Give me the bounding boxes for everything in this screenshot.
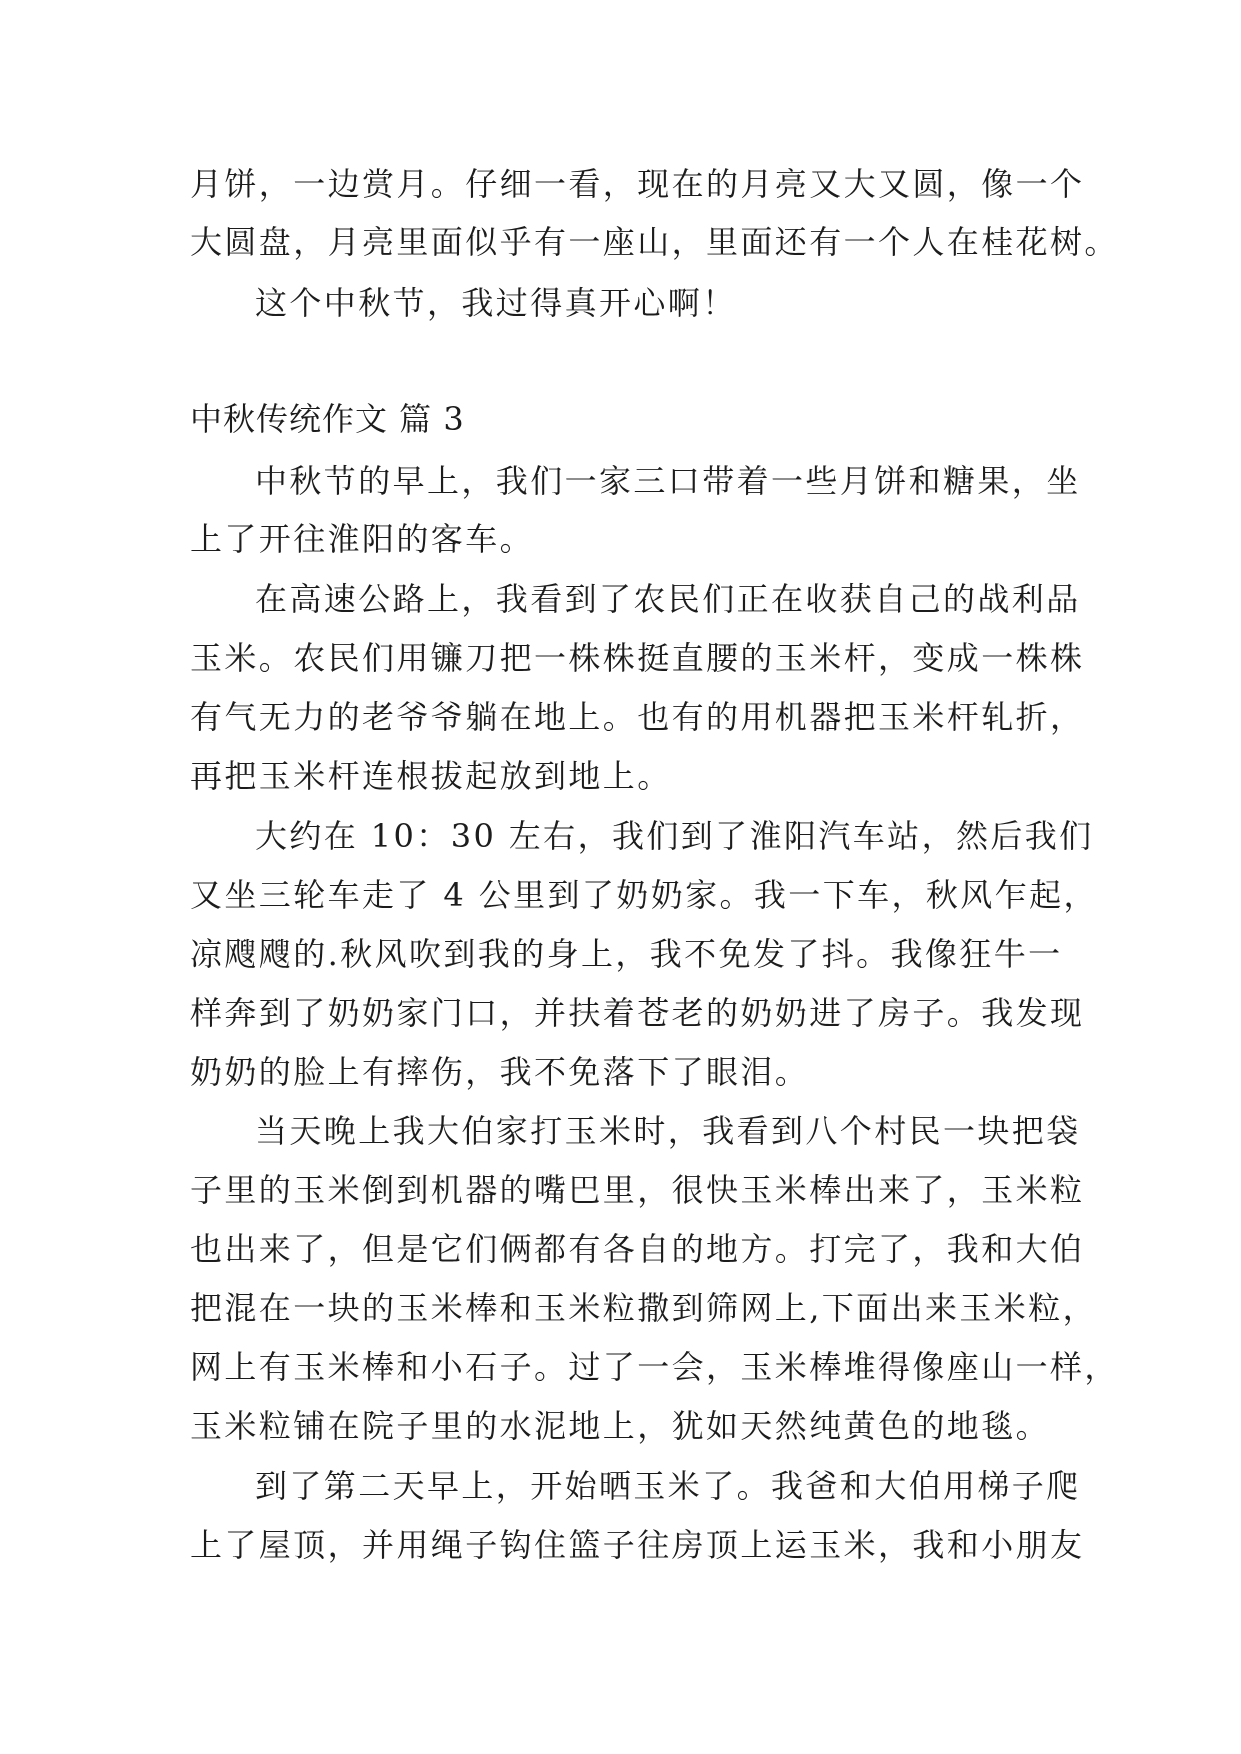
paragraph-first-line: 这个中秋节，我过得真开心啊！ [255,284,737,322]
paragraph-line: 月饼，一边赏月。仔细一看，现在的月亮又大又圆，像一个 [190,165,1085,203]
paragraph-line: 奶奶的脸上有摔伤，我不免落下了眼泪。 [190,1053,810,1091]
paragraph-line: 上了屋顶，并用绳子钩住篮子往房顶上运玉米，我和小朋友 [190,1526,1085,1564]
paragraph-line: 凉飕飕的.秋风吹到我的身上，我不免发了抖。我像狂牛一 [190,935,1063,973]
paragraph-line: 也出来了，但是它们俩都有各自的地方。打完了，我和大伯 [190,1230,1085,1268]
paragraph-line: 把混在一块的玉米棒和玉米粒撒到筛网上,下面出来玉米粒， [190,1289,1097,1327]
paragraph-first-line: 到了第二天早上，开始晒玉米了。我爸和大伯用梯子爬 [255,1467,1081,1505]
paragraph-line: 有气无力的老爷爷躺在地上。也有的用机器把玉米杆轧折， [190,698,1085,736]
paragraph-line: 再把玉米杆连根拔起放到地上。 [190,757,672,795]
paragraph-line: 又坐三轮车走了 4 公里到了奶奶家。我一下车，秋风乍起， [190,876,1098,914]
paragraph-line: 大圆盘，月亮里面似乎有一座山，里面还有一个人在桂花树。 [190,223,1119,261]
paragraph-first-line: 大约在 10：30 左右，我们到了淮阳汽车站，然后我们 [255,817,1094,855]
paragraph-line: 子里的玉米倒到机器的嘴巴里，很快玉米棒出来了，玉米粒 [190,1171,1085,1209]
paragraph-line: 玉米。农民们用镰刀把一株株挺直腰的玉米杆，变成一株株 [190,639,1085,677]
paragraph-first-line: 当天晚上我大伯家打玉米时，我看到八个村民一块把袋 [255,1112,1081,1150]
section-heading: 中秋传统作文 篇 3 [190,400,465,438]
paragraph-line: 玉米粒铺在院子里的水泥地上，犹如天然纯黄色的地毯。 [190,1407,1051,1445]
paragraph-first-line: 中秋节的早上，我们一家三口带着一些月饼和糖果，坐 [255,462,1081,500]
paragraph-first-line: 在高速公路上，我看到了农民们正在收获自己的战利品 [255,580,1081,618]
paragraph-line: 样奔到了奶奶家门口，并扶着苍老的奶奶进了房子。我发现 [190,994,1085,1032]
paragraph-line: 网上有玉米棒和小石子。过了一会，玉米棒堆得像座山一样， [190,1348,1119,1386]
paragraph-line: 上了开往淮阳的客车。 [190,520,535,558]
